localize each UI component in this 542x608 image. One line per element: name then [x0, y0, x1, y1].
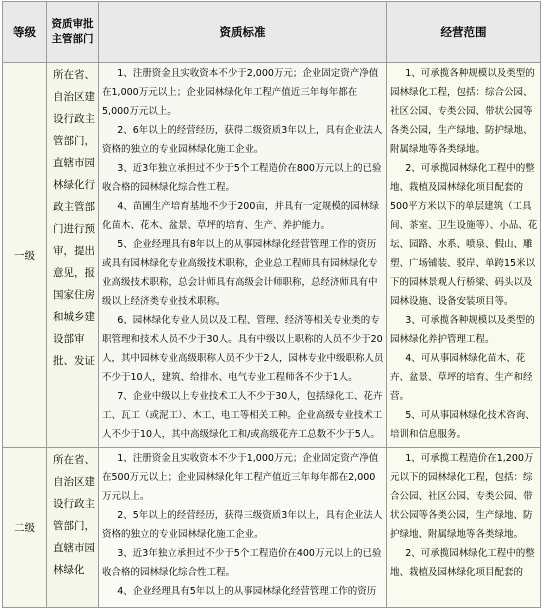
standard-item: 4、企业经理具有5年以上的从事园林绿化经营管理工作的资历: [117, 586, 377, 597]
header-scope: 经营范围: [387, 2, 541, 63]
scope-item: 3、可承揽各种规模以及类型的园林绿化养护管理工程。: [390, 315, 535, 345]
dept-cell: 所在省、自治区建设行政主管部门，直辖市园林绿化: [47, 448, 99, 608]
level-cell: 二级: [3, 448, 47, 608]
standard-item: 1、注册资金且实收资本不少于2,000万元；企业固定资产净值在1,000万元以上；企业园林绿化年工程产值近三年每年都在5,000万元以上。: [102, 68, 379, 117]
standard-item: 6、园林绿化专业人员以及工程、管理、经济等相关专业类的专职管理和技术人员不少于30人。具有中级以上职称的人员不少于20人，其中园林专业高级职称人员不少于2人，园林专业中级职称人员不少于10人，建筑、给排水、电气专业工程师各不少于1人。: [102, 315, 384, 383]
standard-item: 1、注册资金且实收资本不少于1,000万元；企业固定资产净值在500万元以上；企业园林绿化年工程产值近三年每年都在2,000万元以上。: [102, 453, 379, 502]
header-dept: 资质审批主管部门: [47, 2, 99, 63]
scope-item: 1、可承揽工程造价在1,200万元以下的园林绿化工程，包括：综合公园、社区公园、专类公园、带状公园等各类公园，生产绿地、防护绿地、附属绿地等各类绿地。: [390, 453, 534, 540]
level-cell: 一级: [3, 63, 47, 448]
standard-item: 3、近3年独立承担过不少于5个工程造价在400万元以上的已验收合格的园林绿化综合性工程。: [102, 548, 382, 578]
scope-item: 1、可承揽各种规模以及类型的园林绿化工程，包括：综合公园、社区公园、专类公园、带状公园等各类公园，生产绿地、防护绿地、附属绿地等各类绿地。: [390, 68, 535, 155]
standard-item: 3、近3年独立承担过不少于5个工程造价在800万元以上的已验收合格的园林绿化综合性工程。: [102, 163, 382, 193]
standard-item: 2、5年以上的经营经历，获得三级资质3年以上，具有企业法人资格的独立的专业园林绿化施工企业。: [102, 510, 383, 540]
standard-cell: [99, 448, 387, 608]
standard-cell: [99, 63, 387, 448]
standard-item: 2、6年以上的经营经历，获得二级资质3年以上，具有企业法人资格的独立的专业园林绿化施工企业。: [102, 125, 383, 155]
scope-cell: [387, 448, 541, 608]
header-level: 等级: [3, 2, 47, 63]
scope-item: 4、可从事园林绿化苗木、花卉、盆景、草坪的培育、生产和经营。: [390, 353, 533, 402]
table-row-level-2: [3, 448, 541, 608]
table-row-level-1: [3, 63, 541, 448]
standard-item: 4、苗圃生产培育基地不少于200亩，并具有一定规模的园林绿化苗木、花木、盆景、草坪的培育、生产、养护能力。: [102, 201, 379, 231]
header-row: [3, 2, 541, 63]
standard-item: 5、企业经理具有8年以上的从事园林绿化经营管理工作的资历或具有园林绿化专业高级技术职称，企业总工程师具有园林绿化专业高级技术职称，总会计师具有高级会计师职称，总经济师具有中级以上经济类专业技术职称。: [102, 239, 378, 307]
qualification-table: [2, 1, 541, 608]
header-standard: 资质标准: [99, 2, 387, 63]
dept-cell: 所在省、自治区建设行政主管部门，直辖市园林绿化行政主管部门进行预审，提出意见，报国家住房和城乡建设部审批、发证: [47, 63, 99, 448]
scope-item: 2、可承揽园林绿化工程中的整地、栽植及园林绿化项目配套的: [390, 548, 535, 578]
standard-item: 7、企业中级以上专业技术工人不少于30人，包括绿化工、花卉工、瓦工（或泥工）、木工、电工等相关工种。企业高级专业技术工人不少于10人，其中高级绿化工和/或高级花卉工总数不少于5人。: [102, 391, 383, 440]
scope-item: 5、可从事园林绿化技术咨询、培训和信息服务。: [390, 410, 535, 440]
scope-item: 2、可承揽园林绿化工程中的整地、栽植及园林绿化项目配套的500平方米以下的单层建筑（工具间、茶室、卫生设施等）、小品、花坛、园路、水系、喷泉、假山、雕塑、广场铺装、驳岸、单跨15米以下的园林景观人行桥梁、码头以及园林设施、设备安装项目等。: [390, 163, 538, 307]
scope-cell: [387, 63, 541, 448]
